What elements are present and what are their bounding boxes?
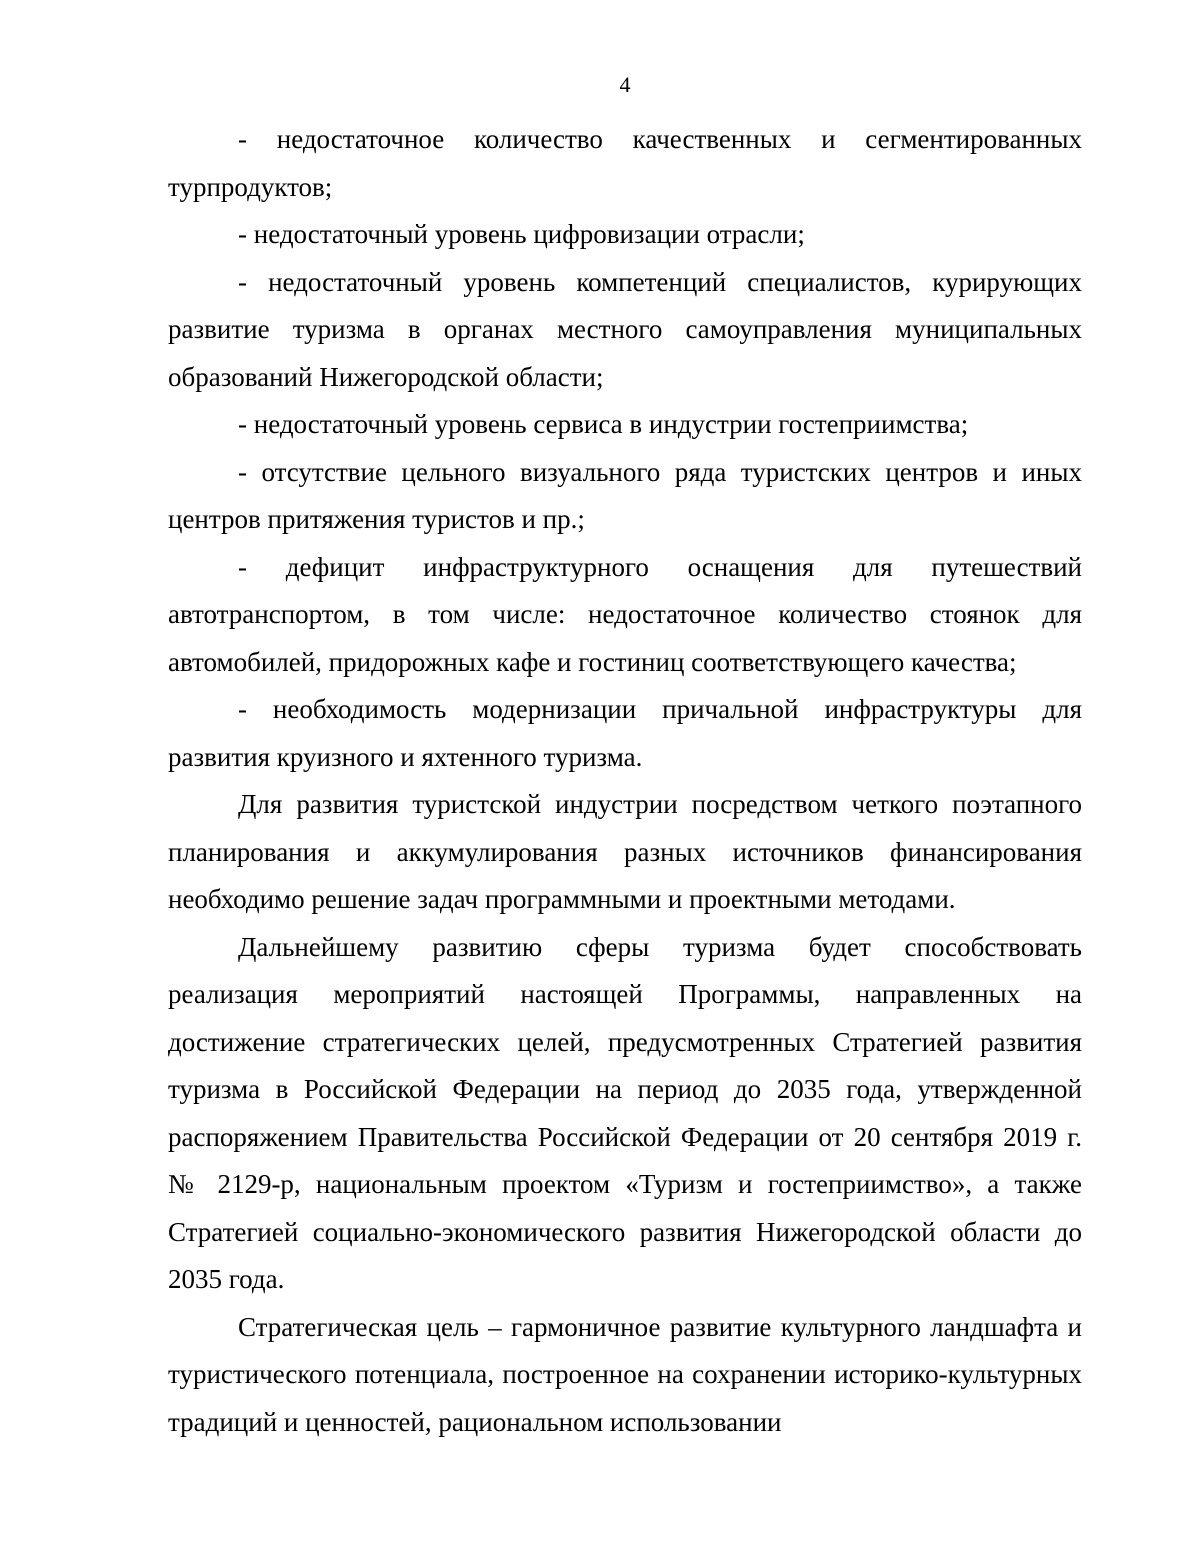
paragraph-berth-infrastructure: - необходимость модернизации причальной инфраструктуры для развития круизного и яхтенного туризма. [168, 694, 1082, 772]
page-number: 4 [619, 72, 631, 97]
paragraph-industry-development: Для развития туристской индустрии посредством четкого поэтапного планирования и аккумулирования разных источников финансирования необходимо решение задач программными и проектными методами. [168, 789, 1082, 914]
document-body [168, 116, 1082, 1446]
paragraph-digitalization-level: - недостаточный уровень цифровизации отрасли; [238, 219, 805, 249]
paragraph-shortage-tourproducts: - недостаточное количество качественных и сегментированных турпродуктов; [168, 124, 1082, 202]
paragraph-auto-infrastructure: - дефицит инфраструктурного оснащения для путешествий автотранспортом, в том числе: недостаточное количество стоянок для автомобилей, придорожных кафе и гостиниц соответствующего качества; [168, 551, 1082, 677]
paragraph-service-level: - недостаточный уровень сервиса в индустрии гостеприимства; [238, 409, 969, 439]
paragraph-program-measures: Дальнейшему развитию сферы туризма будет способствовать реализация мероприятий настоящей Программы, направленных на достижение стратегических целей, предусмотренных Стратегией развития туризма в Российской Федерации на период до 2035 года, утвержденной распоряжением Правительства Российской Федерации от 20 сентября 2019 г. № 2129-р, национальным проектом «Туризм и гостеприимство», а также Стратегией социально-экономического развития Нижегородской области до 2035 года. [168, 931, 1082, 1294]
paragraph-strategic-goal: Стратегическая цель – гармоничное развитие культурного ландшафта и туристического потенциала, построенное на сохранении историко-культурных традиций и ценностей, рациональном использовании [168, 1311, 1082, 1437]
paragraph-specialists-competence: - недостаточный уровень компетенций специалистов, курирующих развитие туризма в органах местного самоуправления муниципальных образований Нижегородской области; [168, 266, 1082, 392]
paragraph-visual-series: - отсутствие цельного визуального ряда туристских центров и иных центров притяжения туристов и пр.; [168, 456, 1082, 534]
